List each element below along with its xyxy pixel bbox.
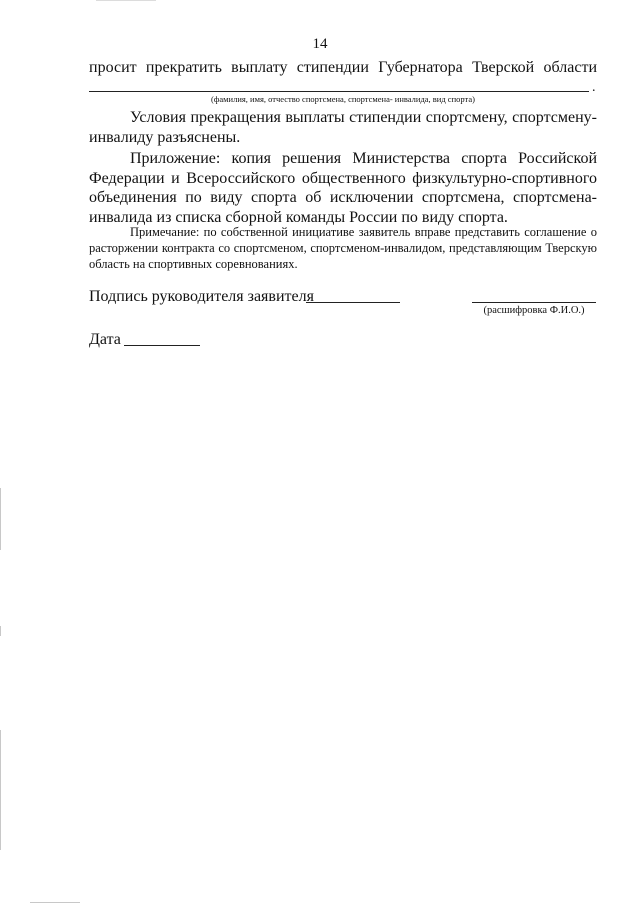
name-fill-line xyxy=(89,91,589,92)
fill-hint: (фамилия, имя, отчество спортсмена, спортсмена- инвалида, вид спорта) xyxy=(211,94,475,104)
signature-label: Подпись руководителя заявителя xyxy=(89,288,314,305)
attachment-paragraph: Приложение: копия решения Министерства спорта Российской Федерации и Всероссийского общественного физкультурно-спортивного объединения по виду спорта об исключении спортсмена, спортсмена-инвалида из списка сборной команды России по виду спорта. xyxy=(89,150,597,226)
scan-mark-left-3 xyxy=(0,730,1,850)
name-decode-line xyxy=(472,302,596,303)
name-decode-hint: (расшифровка Ф.И.О.) xyxy=(483,305,585,316)
note-paragraph: Примечание: по собственной инициативе заявитель вправе представить соглашение о расторжении контракта со спортсменом, спортсменом-инвалидом, представляющим Тверскую область на спортивных соревнованиях. xyxy=(89,225,597,271)
intro-line: просит прекратить выплату стипендии Губернатора Тверской области xyxy=(89,59,597,76)
fill-line-period: . xyxy=(592,80,596,95)
scan-mark-bottom xyxy=(30,902,80,903)
date-label: Дата xyxy=(89,331,121,348)
conditions-paragraph: Условия прекращения выплаты стипендии спортсмену, спортсмену-инвалиду разъяснены. xyxy=(89,109,597,146)
page-number: 14 xyxy=(312,36,328,52)
signature-blank xyxy=(306,302,400,303)
scan-mark-left-2 xyxy=(0,626,1,636)
scan-mark-top xyxy=(96,0,156,1)
date-blank xyxy=(124,345,200,346)
scan-mark-left-1 xyxy=(0,488,1,550)
